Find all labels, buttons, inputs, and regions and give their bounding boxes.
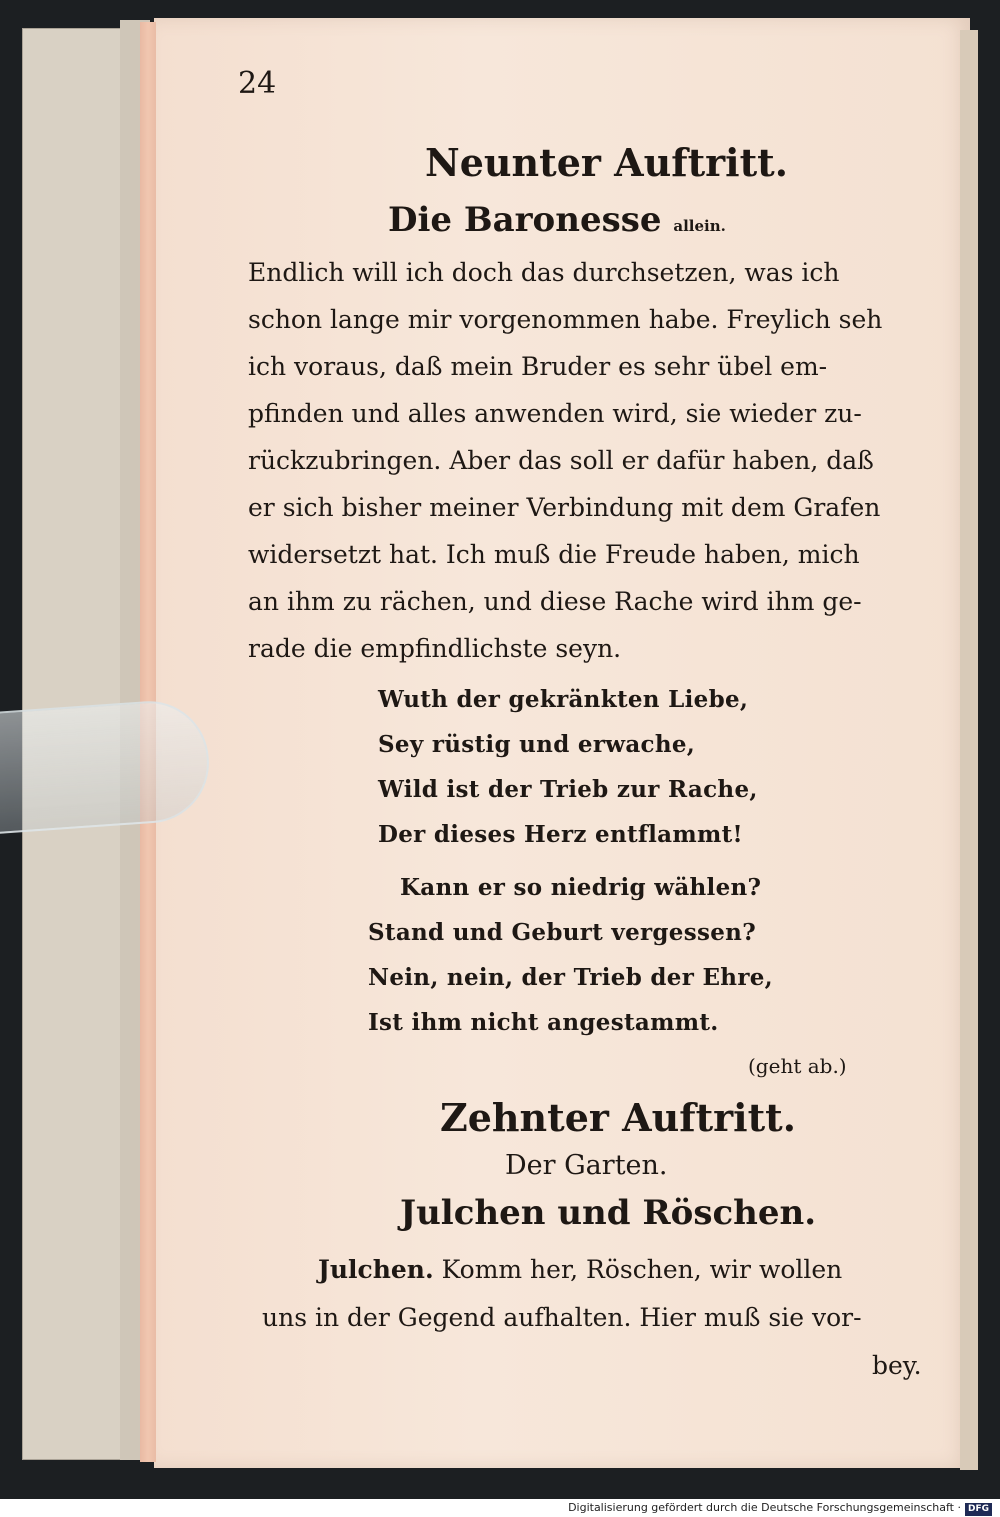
verse-line: Nein, nein, der Trieb der Ehre, bbox=[368, 964, 773, 991]
dfg-logo: DFG bbox=[965, 1503, 992, 1516]
verse-line: Sey rüstig und erwache, bbox=[378, 731, 696, 758]
stage-direction: allein. bbox=[673, 217, 726, 235]
verse-line: Wild ist der Trieb zur Rache, bbox=[378, 776, 758, 803]
verse-line: Stand und Geburt vergessen? bbox=[368, 919, 756, 946]
scene-heading-10: Zehnter Auftritt. bbox=[440, 1095, 796, 1140]
characters-heading: Julchen und Röschen. bbox=[400, 1193, 817, 1233]
page-right-edge bbox=[960, 30, 978, 1470]
verse-line: Der dieses Herz entflammt! bbox=[378, 821, 743, 848]
prose-line: widersetzt hat. Ich muß die Freude haben, mich bbox=[248, 540, 860, 569]
prose-line: pfinden und alles anwenden wird, sie wieder zu- bbox=[248, 399, 862, 428]
speaker-name: Julchen. bbox=[318, 1255, 434, 1284]
verse-line: Wuth der gekränkten Liebe, bbox=[378, 686, 749, 713]
character-heading bbox=[388, 200, 726, 240]
prose-line: rade die empfindlichste seyn. bbox=[248, 634, 622, 663]
dialogue-line: bey. bbox=[872, 1351, 922, 1380]
verse-line: Ist ihm nicht angestammt. bbox=[368, 1009, 719, 1036]
dialogue-text: Komm her, Röschen, wir wollen bbox=[441, 1255, 843, 1284]
prose-line: ich voraus, daß mein Bruder es sehr übel em- bbox=[248, 352, 828, 381]
dialogue-line-1 bbox=[318, 1255, 842, 1284]
setting-heading: Der Garten. bbox=[505, 1150, 668, 1181]
dialogue-line: uns in der Gegend aufhalten. Hier muß sie vor- bbox=[262, 1303, 862, 1332]
verse-line: Kann er so niedrig wählen? bbox=[400, 874, 762, 901]
credit-text: Digitalisierung gefördert durch die Deutsche Forschungsgemeinschaft · bbox=[568, 1501, 961, 1514]
scene-heading-9: Neunter Auftritt. bbox=[425, 140, 788, 185]
exit-direction: (geht ab.) bbox=[748, 1054, 847, 1078]
footer-credit bbox=[0, 1499, 1000, 1517]
prose-line: Endlich will ich doch das durchsetzen, was ich bbox=[248, 258, 840, 287]
prose-line: schon lange mir vorgenommen habe. Freylich seh bbox=[248, 305, 883, 334]
page-number: 24 bbox=[238, 66, 277, 101]
prose-line: rückzubringen. Aber das soll er dafür haben, daß bbox=[248, 446, 874, 475]
prose-line: er sich bisher meiner Verbindung mit dem Grafen bbox=[248, 493, 881, 522]
prose-line: an ihm zu rächen, und diese Rache wird ihm ge- bbox=[248, 587, 862, 616]
character-name: Die Baronesse bbox=[388, 200, 662, 240]
